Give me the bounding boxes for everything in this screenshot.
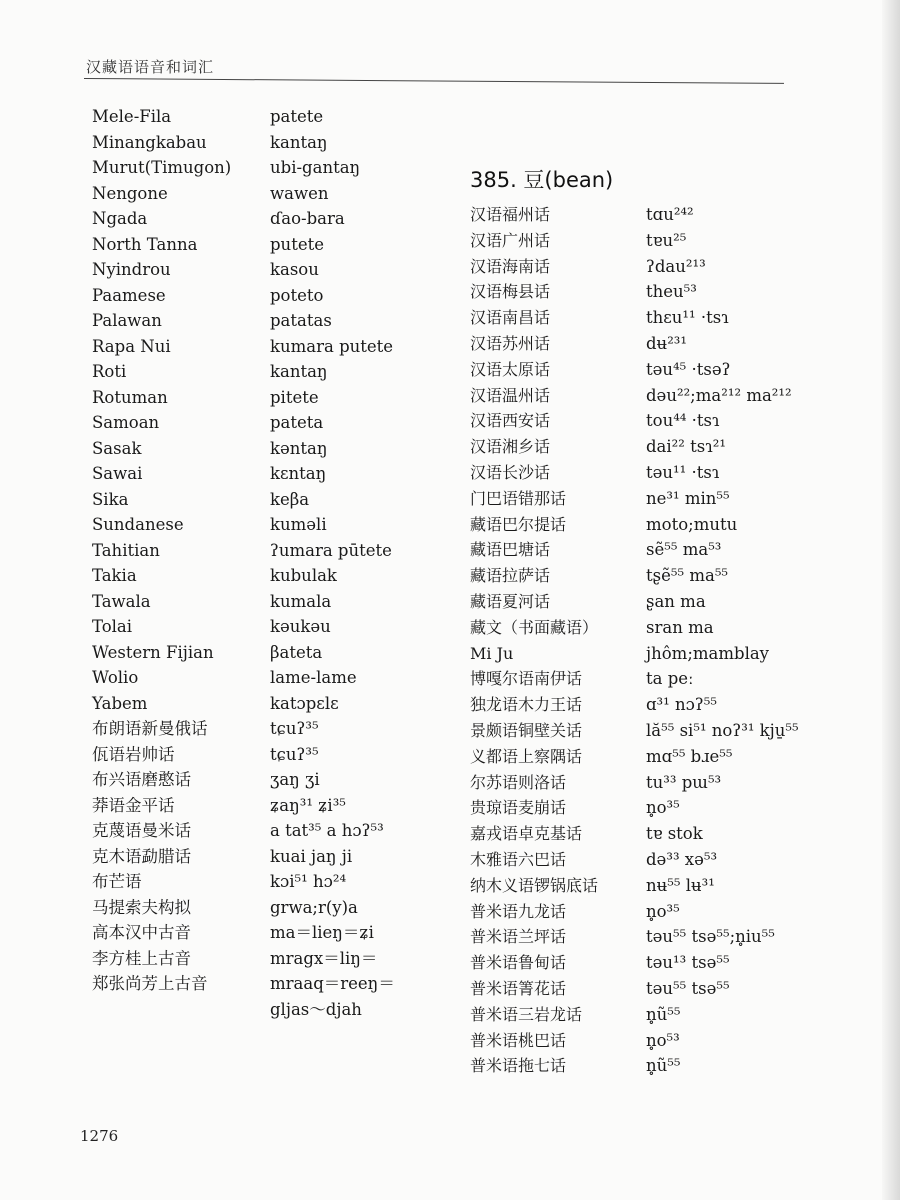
word-form: tɕuʔ³⁵ [270, 744, 319, 764]
word-form: thɛu¹¹ ·tsɿ [646, 308, 729, 328]
language-name: 普米语三岩龙话 [470, 1004, 583, 1024]
language-name: 纳木义语锣锅底话 [470, 875, 599, 895]
word-form: kubulak [270, 566, 337, 585]
word-form: təu⁴⁵ ·tsəʔ [646, 359, 731, 379]
word-form: kumara putete [270, 336, 394, 356]
language-name: 义都语上察隅话 [470, 746, 583, 766]
language-name: 汉语太原话 [470, 359, 551, 379]
word-form: tʂẽ⁵⁵ ma⁵⁵ [646, 566, 729, 586]
section-title: 385. 豆(bean) [470, 168, 614, 192]
language-name: Samoan [92, 413, 160, 432]
word-form: gljas～djah [270, 999, 362, 1019]
language-name: 独龙语木力王话 [470, 695, 583, 715]
language-name: 汉语梅县话 [470, 282, 551, 302]
language-name: 博嘎尔语南伊话 [470, 669, 583, 689]
language-name: 汉语湘乡话 [470, 437, 551, 457]
word-form: tu³³ pɯ⁵³ [646, 772, 722, 792]
word-form: nʉ⁵⁵ lʉ³¹ [646, 875, 715, 895]
language-name: Tawala [92, 591, 151, 611]
word-form: patatas [270, 311, 332, 330]
word-form: pitete [270, 387, 319, 407]
word-form: theu⁵³ [646, 282, 697, 302]
word-form: βateta [270, 642, 323, 662]
language-name: 普米语拖七话 [470, 1056, 567, 1076]
word-form: putete [270, 234, 324, 254]
word-form: sran ma [646, 617, 714, 637]
language-name: Rotuman [92, 387, 168, 407]
page-number: 1276 [80, 1127, 119, 1145]
language-name: 布芒语 [92, 872, 142, 891]
word-form: ʂan ma [646, 591, 706, 611]
word-form: patete [270, 107, 324, 126]
language-name: 布朗语新曼俄话 [92, 719, 208, 738]
language-name: 汉语西安话 [470, 411, 551, 431]
right-language-column [470, 202, 640, 1079]
language-name: Ngada [92, 209, 148, 228]
header-rule [84, 78, 784, 84]
language-name: Takia [92, 566, 137, 585]
language-name: 莽语金平话 [92, 795, 175, 815]
language-name: Yabem [92, 693, 148, 713]
language-name: 布兴语磨憨话 [92, 770, 191, 789]
word-form: kantaŋ [270, 362, 328, 381]
word-form: ma＝lieŋ＝ʑi [270, 923, 374, 942]
word-form: lă⁵⁵ si⁵¹ noʔ³¹ kju̱⁵⁵ [646, 720, 799, 740]
word-form: təu¹¹ ·tsɿ [646, 462, 720, 482]
language-name: 木雅语六巴话 [470, 849, 567, 869]
word-form: dəu²²;ma²¹² ma²¹² [646, 385, 792, 405]
word-form: ubi-gantaŋ [270, 158, 361, 177]
language-name: 藏语夏河话 [470, 591, 551, 611]
language-name: Wolio [92, 668, 139, 687]
word-form: n̥ũ⁵⁵ [646, 1004, 681, 1024]
word-form: kuməli [270, 515, 327, 534]
word-form: kumala [270, 591, 332, 611]
language-name: Western Fijian [92, 642, 214, 662]
word-form: ɗao-bara [270, 209, 345, 228]
language-name: 藏文（书面藏语） [470, 617, 599, 637]
word-form: n̥o³⁵ [646, 798, 680, 818]
language-name: 普米语九龙话 [470, 901, 567, 921]
language-name: Sundanese [92, 515, 184, 534]
language-name: 李方桂上古音 [92, 948, 191, 968]
word-form: təu⁵⁵ tsə⁵⁵ [646, 978, 730, 998]
word-form: kɛntaŋ [270, 464, 327, 483]
language-name: Rapa Nui [92, 336, 171, 356]
language-name: 普米语桃巴话 [470, 1030, 567, 1050]
word-form: ta peː [646, 669, 694, 689]
language-name: Paamese [92, 285, 166, 305]
language-name: 汉语长沙话 [470, 462, 551, 482]
language-name: Sawai [92, 464, 143, 483]
language-name: 藏语巴塘话 [470, 540, 551, 560]
language-name: Nengone [92, 183, 168, 203]
word-form: ʑaŋ³¹ ʑi³⁵ [270, 795, 346, 815]
word-form: n̥o³⁵ [646, 901, 680, 921]
language-name: Minangkabau [92, 132, 207, 152]
word-form: tou⁴⁴ ·tsɿ [646, 411, 720, 431]
running-head: 汉藏语语音和词汇 [86, 58, 215, 76]
language-name: 景颇语铜壁关话 [470, 720, 583, 740]
word-form: kuai jaŋ ji [270, 846, 353, 866]
language-name: Nyindrou [92, 260, 171, 279]
word-form: n̥o⁵³ [646, 1030, 680, 1050]
language-name: Mele-Fila [92, 107, 172, 126]
language-name: Sasak [92, 438, 142, 458]
language-name: 马提索夫构拟 [92, 897, 191, 917]
word-form: kəntaŋ [270, 438, 328, 458]
word-form: tɐu²⁵ [646, 230, 687, 250]
left-word-column [270, 104, 450, 1022]
language-name: Tolai [92, 617, 133, 636]
word-form: kasou [270, 260, 319, 279]
language-name: 郑张尚芳上古音 [92, 974, 208, 993]
word-form: dʉ²³¹ [646, 333, 688, 353]
word-form: mɑ⁵⁵ bɹe⁵⁵ [646, 746, 733, 766]
word-form: təu¹³ tsə⁵⁵ [646, 953, 730, 973]
language-name: Roti [92, 362, 127, 381]
language-name: Tahitian [92, 540, 160, 560]
word-form: ʒaŋ ʒi [270, 770, 320, 789]
word-form: ɑ³¹ nɔʔ⁵⁵ [646, 695, 717, 715]
language-name: 汉语苏州话 [470, 333, 551, 353]
word-form: a tat³⁵ a hɔʔ⁵³ [270, 821, 384, 840]
language-name: 普米语鲁甸话 [470, 953, 567, 973]
language-name: Murut(Timugon) [92, 158, 232, 177]
language-name: 普米语箐花话 [470, 978, 567, 998]
language-name: 克木语勐腊话 [92, 846, 191, 866]
language-name: 汉语福州话 [470, 205, 551, 224]
word-form: təu⁵⁵ tsə⁵⁵;n̥iu⁵⁵ [646, 927, 775, 947]
language-name: 藏语巴尔提话 [470, 514, 567, 534]
right-word-column [646, 202, 886, 1079]
language-name: Mi Ju [470, 643, 514, 663]
language-name: Sika [92, 489, 129, 509]
language-name: 高本汉中古音 [92, 923, 191, 942]
word-form: tɐ stok [646, 824, 703, 844]
word-form: moto;mutu [646, 514, 738, 534]
language-name: 藏语拉萨话 [470, 566, 551, 586]
word-form: katɔpɛlɛ [270, 693, 339, 713]
language-name: 佤语岩帅话 [92, 744, 175, 764]
word-form: tɑu²⁴² [646, 205, 694, 224]
language-name: 克蔑语曼米话 [92, 821, 191, 840]
word-form: mragx＝liŋ＝ [270, 948, 378, 968]
left-language-column [92, 104, 262, 1022]
language-name: 嘉戎语卓克基话 [470, 824, 583, 844]
word-form: ʔumara pūtete [270, 540, 392, 560]
language-name: 汉语温州话 [470, 385, 551, 405]
word-form: pateta [270, 413, 324, 432]
language-name [92, 997, 262, 1023]
language-name: 门巴语错那话 [470, 488, 567, 508]
word-form: n̥ũ⁵⁵ [646, 1056, 681, 1076]
word-form: kəukəu [270, 617, 331, 636]
word-form: tɕuʔ³⁵ [270, 719, 319, 738]
word-form: keβa [270, 489, 310, 509]
language-name: 贵琼语麦崩话 [470, 798, 567, 818]
language-name: Palawan [92, 311, 162, 330]
word-form: ne³¹ min⁵⁵ [646, 488, 730, 508]
language-name: 普米语兰坪话 [470, 927, 567, 947]
language-name: 汉语广州话 [470, 230, 551, 250]
word-form: də³³ xə⁵³ [646, 849, 718, 869]
word-form: sẽ⁵⁵ ma⁵³ [646, 540, 722, 560]
word-form: kɔi⁵¹ hɔ²⁴ [270, 872, 347, 891]
word-form: jhôm;mamblay [646, 643, 770, 663]
word-form: dai²² tsɿ²¹ [646, 437, 726, 457]
language-name: North Tanna [92, 234, 198, 254]
language-name: 汉语南昌话 [470, 308, 551, 328]
language-name: 尔苏语则洛话 [470, 772, 567, 792]
word-form: wawen [270, 183, 329, 203]
word-form: ʔdau²¹³ [646, 256, 706, 276]
language-name: 汉语海南话 [470, 256, 551, 276]
word-form: kantaŋ [270, 132, 328, 152]
word-form: lame-lame [270, 668, 357, 687]
word-form: mraaq＝reeŋ＝ [270, 974, 395, 993]
word-form: poteto [270, 285, 324, 305]
word-form: grwa;r(y)a [270, 897, 358, 917]
